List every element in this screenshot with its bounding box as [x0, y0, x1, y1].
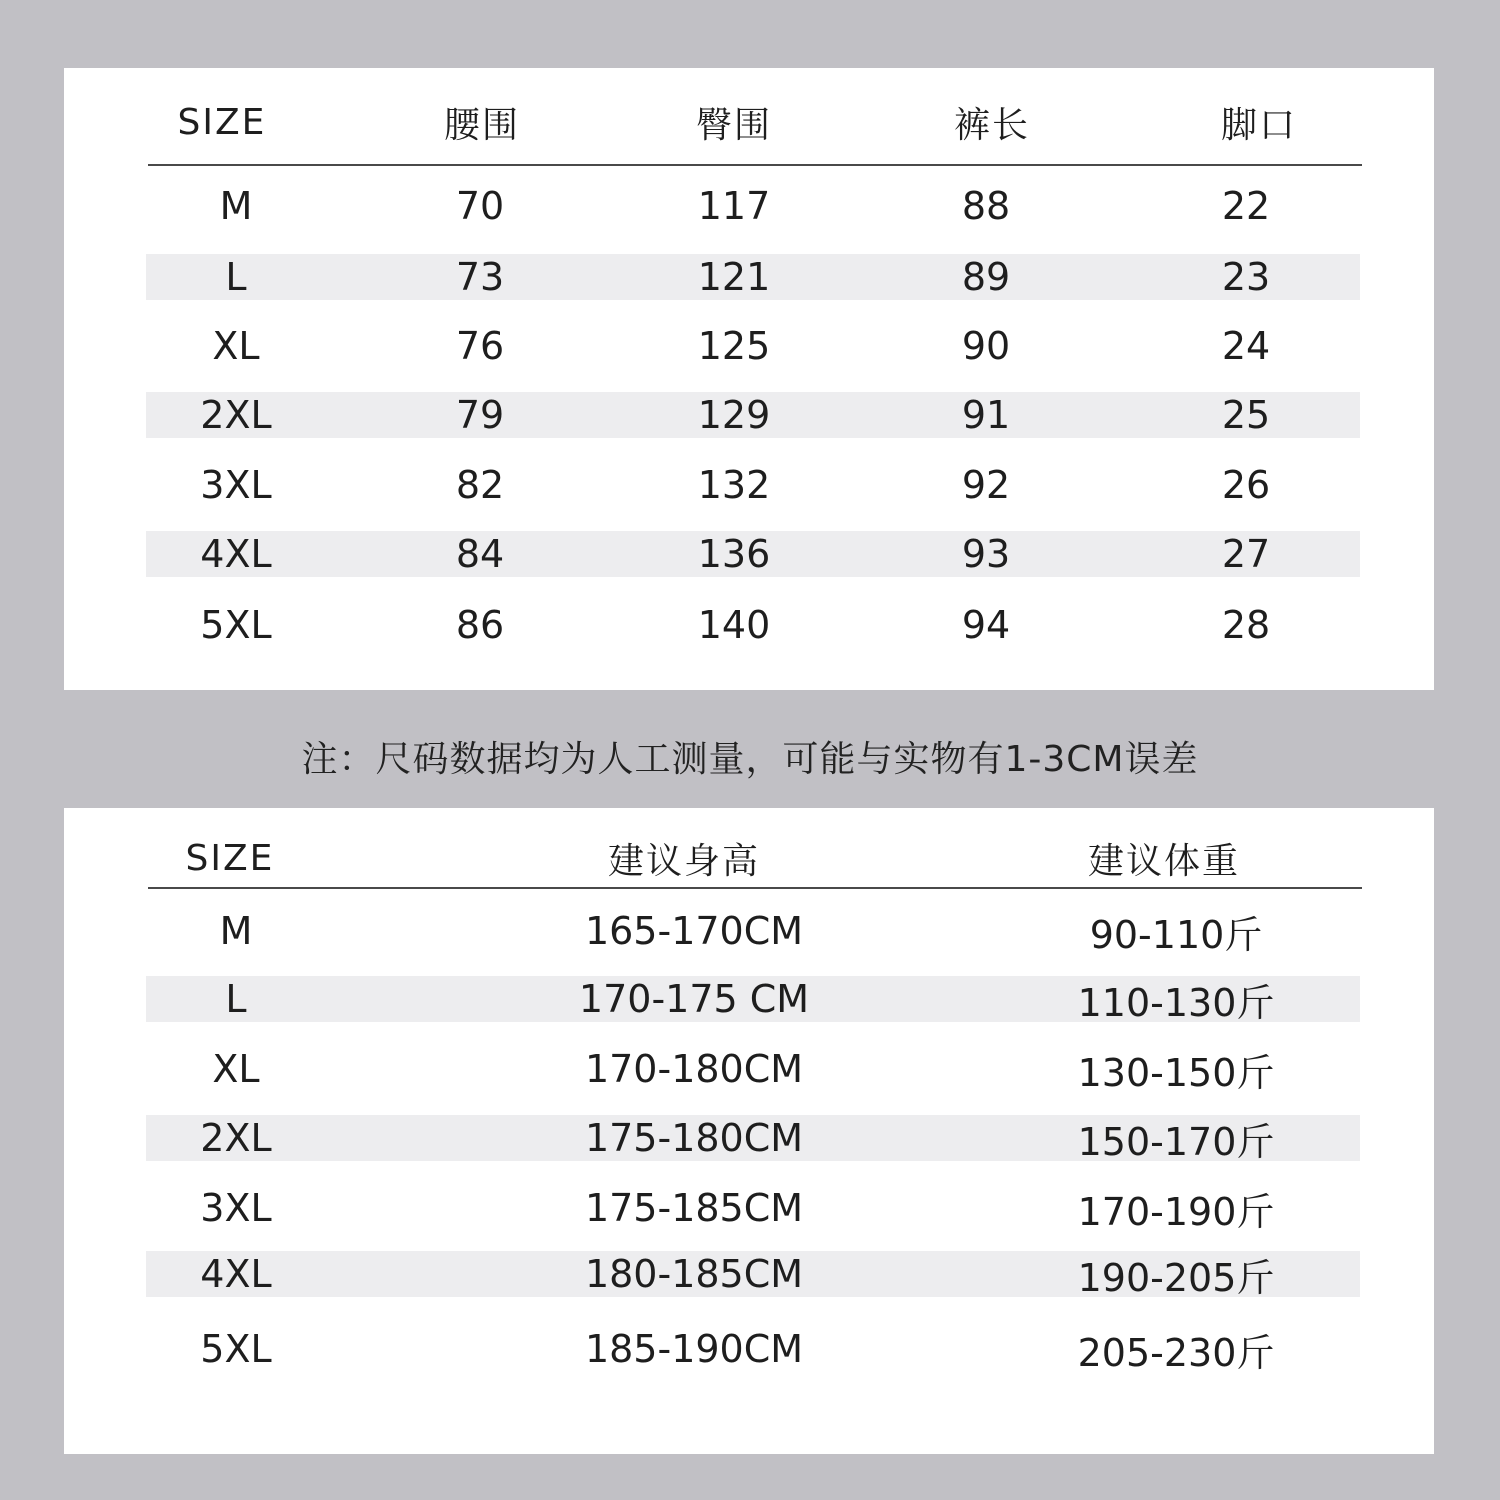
table-cell: M [219, 909, 253, 953]
table-cell: 86 [455, 603, 505, 647]
table-cell: 26 [1221, 463, 1271, 507]
table-cell: 70 [455, 184, 505, 228]
recommendation-table [64, 808, 1434, 1454]
table-cell: 90 [961, 324, 1011, 368]
table-row [146, 531, 1360, 577]
header-cell: SIZE [177, 101, 267, 143]
table-row [146, 1326, 1360, 1375]
table-cell: 73 [455, 255, 505, 299]
table-cell: 132 [697, 463, 771, 507]
table-cell: 175-185CM [584, 1186, 804, 1230]
table-cell: L [225, 255, 247, 299]
header-cell: 建议身高 [607, 840, 761, 882]
header-cell: 建议体重 [1087, 840, 1241, 882]
table-cell: 94 [961, 603, 1011, 647]
measurement-note: 注：尺码数据均为人工测量，可能与实物有1-3CM误差 [301, 738, 1199, 780]
table-row [146, 602, 1360, 648]
table-cell: 136 [697, 532, 771, 576]
table-cell: 5XL [200, 1327, 272, 1371]
table-cell: 25 [1221, 393, 1271, 437]
header-cell: 臀围 [695, 104, 773, 146]
table-cell: 110-130斤 [1077, 980, 1275, 1025]
table-row [146, 462, 1360, 508]
measurement-table [64, 68, 1434, 690]
table-cell: 129 [697, 393, 771, 437]
table-cell: 170-175 CM [578, 977, 810, 1021]
table-cell: 125 [697, 324, 771, 368]
table-cell: 22 [1221, 184, 1271, 228]
table-row [146, 254, 1360, 300]
table-cell: M [219, 184, 253, 228]
table-cell: 82 [455, 463, 505, 507]
table-cell: 5XL [200, 603, 272, 647]
table-row [146, 323, 1360, 369]
table-cell: 2XL [200, 1116, 272, 1160]
table-cell: 79 [455, 393, 505, 437]
table-header [64, 828, 1434, 888]
table-cell: 4XL [200, 1252, 272, 1296]
header-divider [148, 887, 1362, 889]
table-row [146, 976, 1360, 1025]
table-cell: XL [212, 324, 260, 368]
table-cell: 2XL [200, 393, 272, 437]
table-cell: 76 [455, 324, 505, 368]
table-cell: 24 [1221, 324, 1271, 368]
table-cell: 27 [1221, 532, 1271, 576]
table-cell: 175-180CM [584, 1116, 804, 1160]
header-cell: 腰围 [443, 104, 521, 146]
table-cell: 150-170斤 [1077, 1119, 1275, 1164]
table-cell: 185-190CM [584, 1327, 804, 1371]
table-cell: 93 [961, 532, 1011, 576]
table-row [146, 1251, 1360, 1300]
table-cell: 140 [697, 603, 771, 647]
table-cell: 130-150斤 [1077, 1050, 1275, 1095]
table-cell: L [225, 977, 247, 1021]
table-cell: 3XL [200, 1186, 272, 1230]
table-cell: 4XL [200, 532, 272, 576]
table-cell: 190-205斤 [1077, 1255, 1275, 1300]
table-cell: 84 [455, 532, 505, 576]
header-divider [148, 164, 1362, 166]
table-cell: 3XL [200, 463, 272, 507]
header-cell: SIZE [185, 837, 275, 879]
table-row [146, 183, 1360, 229]
table-cell: 170-190斤 [1077, 1189, 1275, 1234]
table-cell: 121 [697, 255, 771, 299]
table-cell: 170-180CM [584, 1047, 804, 1091]
table-cell: 88 [961, 184, 1011, 228]
table-cell: 23 [1221, 255, 1271, 299]
table-row [146, 1185, 1360, 1234]
table-cell: 90-110斤 [1089, 912, 1263, 957]
header-cell: 脚口 [1220, 104, 1298, 146]
table-cell: 180-185CM [584, 1252, 804, 1296]
table-cell: 205-230斤 [1077, 1330, 1275, 1375]
table-row [146, 1115, 1360, 1164]
table-row [146, 392, 1360, 438]
table-header [64, 92, 1434, 152]
table-cell: 92 [961, 463, 1011, 507]
table-cell: 165-170CM [584, 909, 804, 953]
table-cell: 89 [961, 255, 1011, 299]
table-cell: XL [212, 1047, 260, 1091]
table-cell: 28 [1221, 603, 1271, 647]
table-cell: 91 [961, 393, 1011, 437]
table-row [146, 908, 1360, 957]
header-cell: 裤长 [953, 104, 1031, 146]
table-row [146, 1046, 1360, 1095]
table-cell: 117 [697, 184, 771, 228]
